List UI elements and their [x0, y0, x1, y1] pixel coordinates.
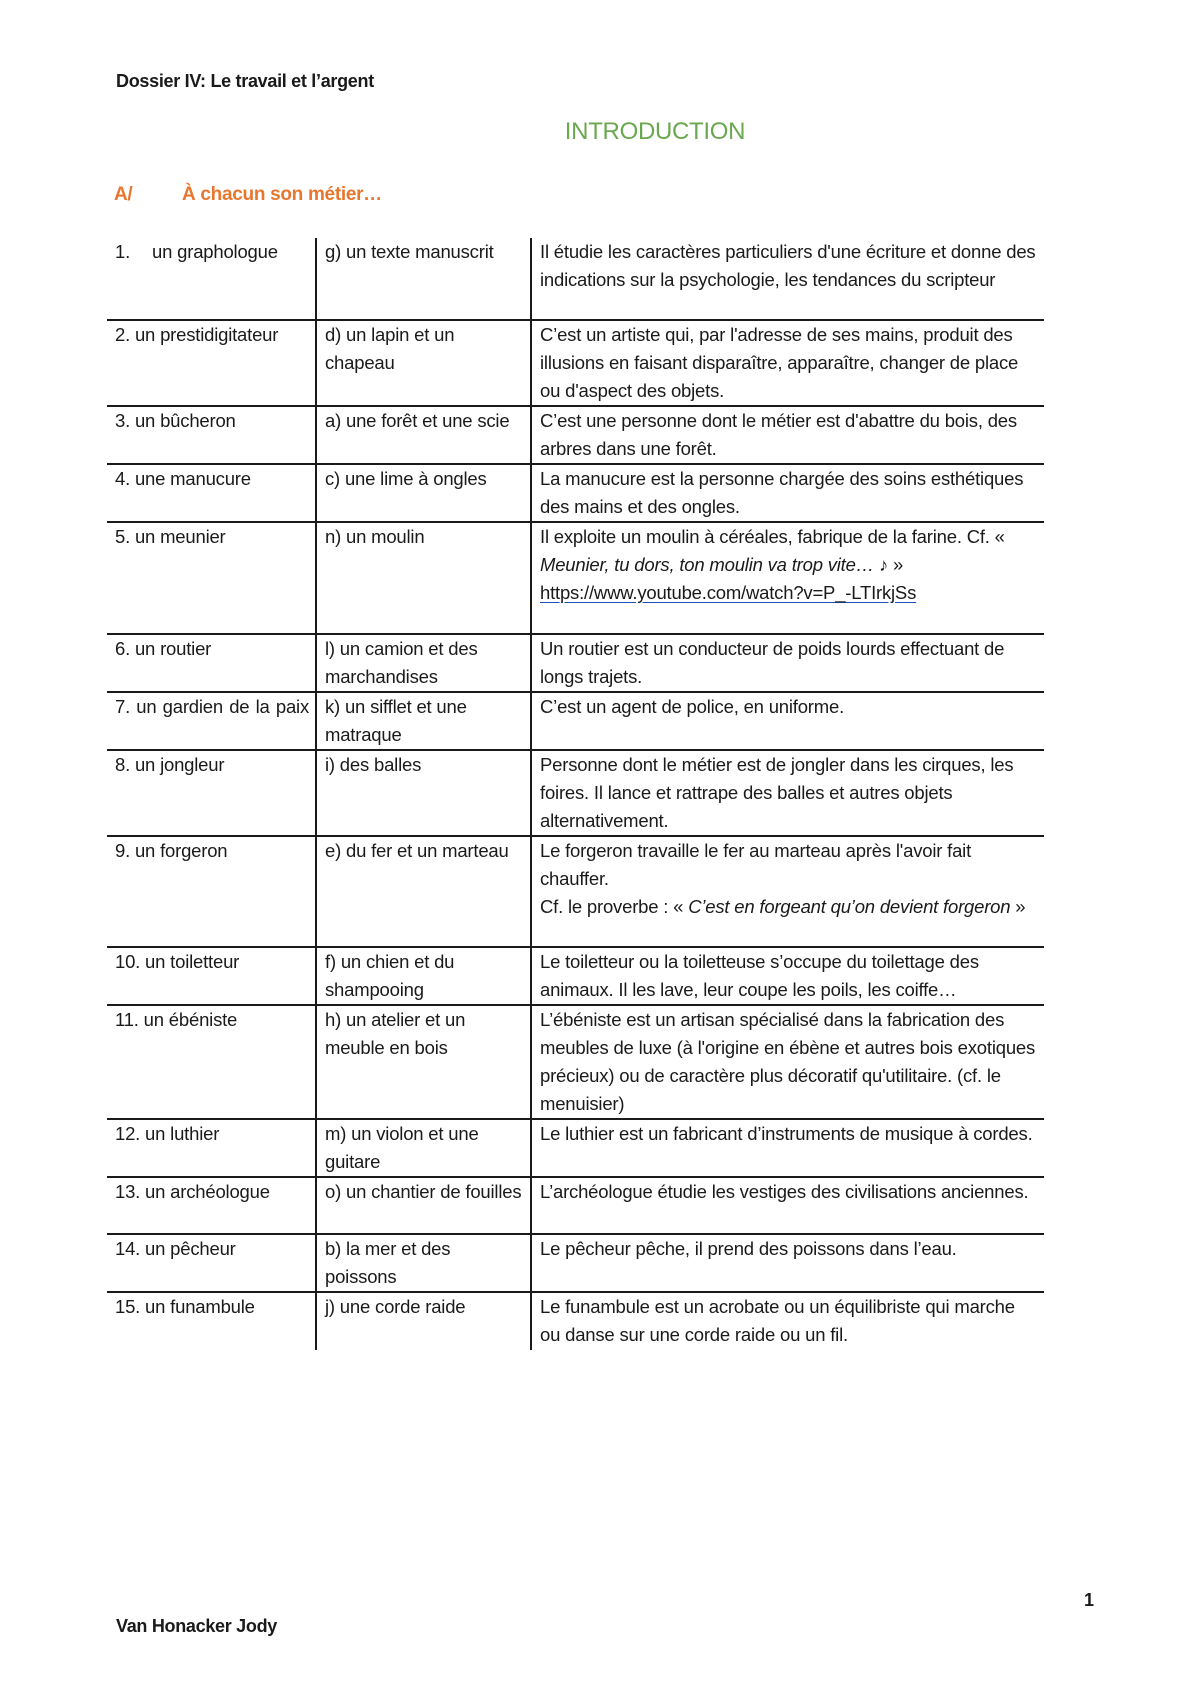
job-cell	[107, 238, 316, 320]
section-number: A/	[114, 184, 133, 205]
table-row	[107, 522, 1044, 634]
description-cell: Personne dont le métier est de jongler dans les cirques, les foires. Il lance et rattrape des balles et autres objets alternativement.	[531, 750, 1044, 836]
description-text: Le forgeron travaille le fer au marteau après l'avoir fait chauffer.	[540, 840, 972, 889]
item-cell: h) un atelier et un meuble en bois	[316, 1005, 531, 1119]
item-cell: d) un lapin et un chapeau	[316, 320, 531, 406]
item-cell: f) un chien et du shampooing	[316, 947, 531, 1005]
description-cell: Le funambule est un acrobate ou un équilibriste qui marche ou danse sur une corde raide ou un fil.	[531, 1292, 1044, 1350]
song-title: Meunier, tu dors, ton moulin va trop vite… ♪	[540, 554, 889, 575]
job-cell: 4. une manucure	[107, 464, 316, 522]
description-cell	[531, 522, 1044, 634]
description-cell: Il étudie les caractères particuliers d'une écriture et donne des indications sur la psychologie, les tendances du scripteur	[531, 238, 1044, 320]
item-cell: i) des balles	[316, 750, 531, 836]
item-cell: k) un sifflet et une matraque	[316, 692, 531, 750]
job-cell: 15. un funambule	[107, 1292, 316, 1350]
item-cell: j) une corde raide	[316, 1292, 531, 1350]
table-row	[107, 836, 1044, 947]
table-row	[107, 464, 1044, 522]
job-cell: 13. un archéologue	[107, 1177, 316, 1234]
description-text: Il exploite un moulin à céréales, fabrique de la farine. Cf. «	[540, 526, 1005, 547]
proverb-intro: Cf. le proverbe : «	[540, 896, 684, 917]
quote-close: »	[1015, 896, 1026, 917]
table-row	[107, 1177, 1044, 1234]
row-number: 1.	[115, 241, 131, 262]
table-row	[107, 1292, 1044, 1350]
table-row	[107, 947, 1044, 1005]
item-cell: g) un texte manuscrit	[316, 238, 531, 320]
item-cell: e) du fer et un marteau	[316, 836, 531, 947]
job-cell: 5. un meunier	[107, 522, 316, 634]
item-cell: c) une lime à ongles	[316, 464, 531, 522]
document-header: Dossier IV: Le travail et l’argent	[116, 71, 374, 91]
description-cell: C’est un agent de police, en uniforme.	[531, 692, 1044, 750]
author-footer: Van Honacker Jody	[116, 1616, 277, 1636]
table-row	[107, 238, 1044, 320]
job-cell: 12. un luthier	[107, 1119, 316, 1177]
quote-close: »	[892, 554, 904, 575]
description-cell: L’archéologue étudie les vestiges des civilisations anciennes.	[531, 1177, 1044, 1234]
section-label: À chacun son métier…	[182, 184, 382, 205]
table-row	[107, 692, 1044, 750]
youtube-link[interactable]: https://www.youtube.com/watch?v=P_-LTIrkjSs	[540, 582, 917, 603]
job-label: 7. un gardien de la paix	[115, 696, 309, 717]
description-cell: Le toiletteur ou la toiletteuse s’occupe du toilettage des animaux. Il les lave, leur coupe les poils, les coiffe…	[531, 947, 1044, 1005]
table-row	[107, 406, 1044, 464]
proverb-text: C’est en forgeant qu’on devient forgeron	[688, 896, 1011, 917]
job-cell: 9. un forgeron	[107, 836, 316, 947]
job-cell: 10. un toiletteur	[107, 947, 316, 1005]
table-row	[107, 1119, 1044, 1177]
table-row	[107, 1234, 1044, 1292]
job-cell: 6. un routier	[107, 634, 316, 692]
description-cell: La manucure est la personne chargée des soins esthétiques des mains et des ongles.	[531, 464, 1044, 522]
table-row	[107, 634, 1044, 692]
item-cell: n) un moulin	[316, 522, 531, 634]
job-cell: 2. un prestidigitateur	[107, 320, 316, 406]
job-label: un graphologue	[152, 241, 278, 262]
description-cell: C’est un artiste qui, par l'adresse de ses mains, produit des illusions en faisant disparaître, apparaître, changer de place ou d'aspect des objets.	[531, 320, 1044, 406]
page-number: 1	[1084, 1590, 1095, 1610]
job-matching-table	[107, 238, 1044, 1350]
description-cell: L’ébéniste est un artisan spécialisé dans la fabrication des meubles de luxe (à l'origine en ébène et autres bois exotiques précieux) ou de caractère plus décoratif qu'utilitaire. (cf. le menuisier)	[531, 1005, 1044, 1119]
item-cell: o) un chantier de fouilles	[316, 1177, 531, 1234]
job-cell: 14. un pêcheur	[107, 1234, 316, 1292]
job-cell: 11. un ébéniste	[107, 1005, 316, 1119]
job-cell	[107, 692, 316, 750]
page-title: INTRODUCTION	[564, 118, 746, 145]
table-row	[107, 320, 1044, 406]
description-cell: Le pêcheur pêche, il prend des poissons dans l’eau.	[531, 1234, 1044, 1292]
table-row	[107, 1005, 1044, 1119]
item-cell: l) un camion et des marchandises	[316, 634, 531, 692]
description-cell: C’est une personne dont le métier est d'abattre du bois, des arbres dans une forêt.	[531, 406, 1044, 464]
job-cell: 8. un jongleur	[107, 750, 316, 836]
item-cell: m) un violon et une guitare	[316, 1119, 531, 1177]
item-cell: b) la mer et des poissons	[316, 1234, 531, 1292]
description-cell: Le luthier est un fabricant d’instruments de musique à cordes.	[531, 1119, 1044, 1177]
table-row	[107, 750, 1044, 836]
section-heading	[114, 184, 382, 206]
item-cell: a) une forêt et une scie	[316, 406, 531, 464]
job-cell: 3. un bûcheron	[107, 406, 316, 464]
description-cell	[531, 836, 1044, 947]
description-cell: Un routier est un conducteur de poids lourds effectuant de longs trajets.	[531, 634, 1044, 692]
